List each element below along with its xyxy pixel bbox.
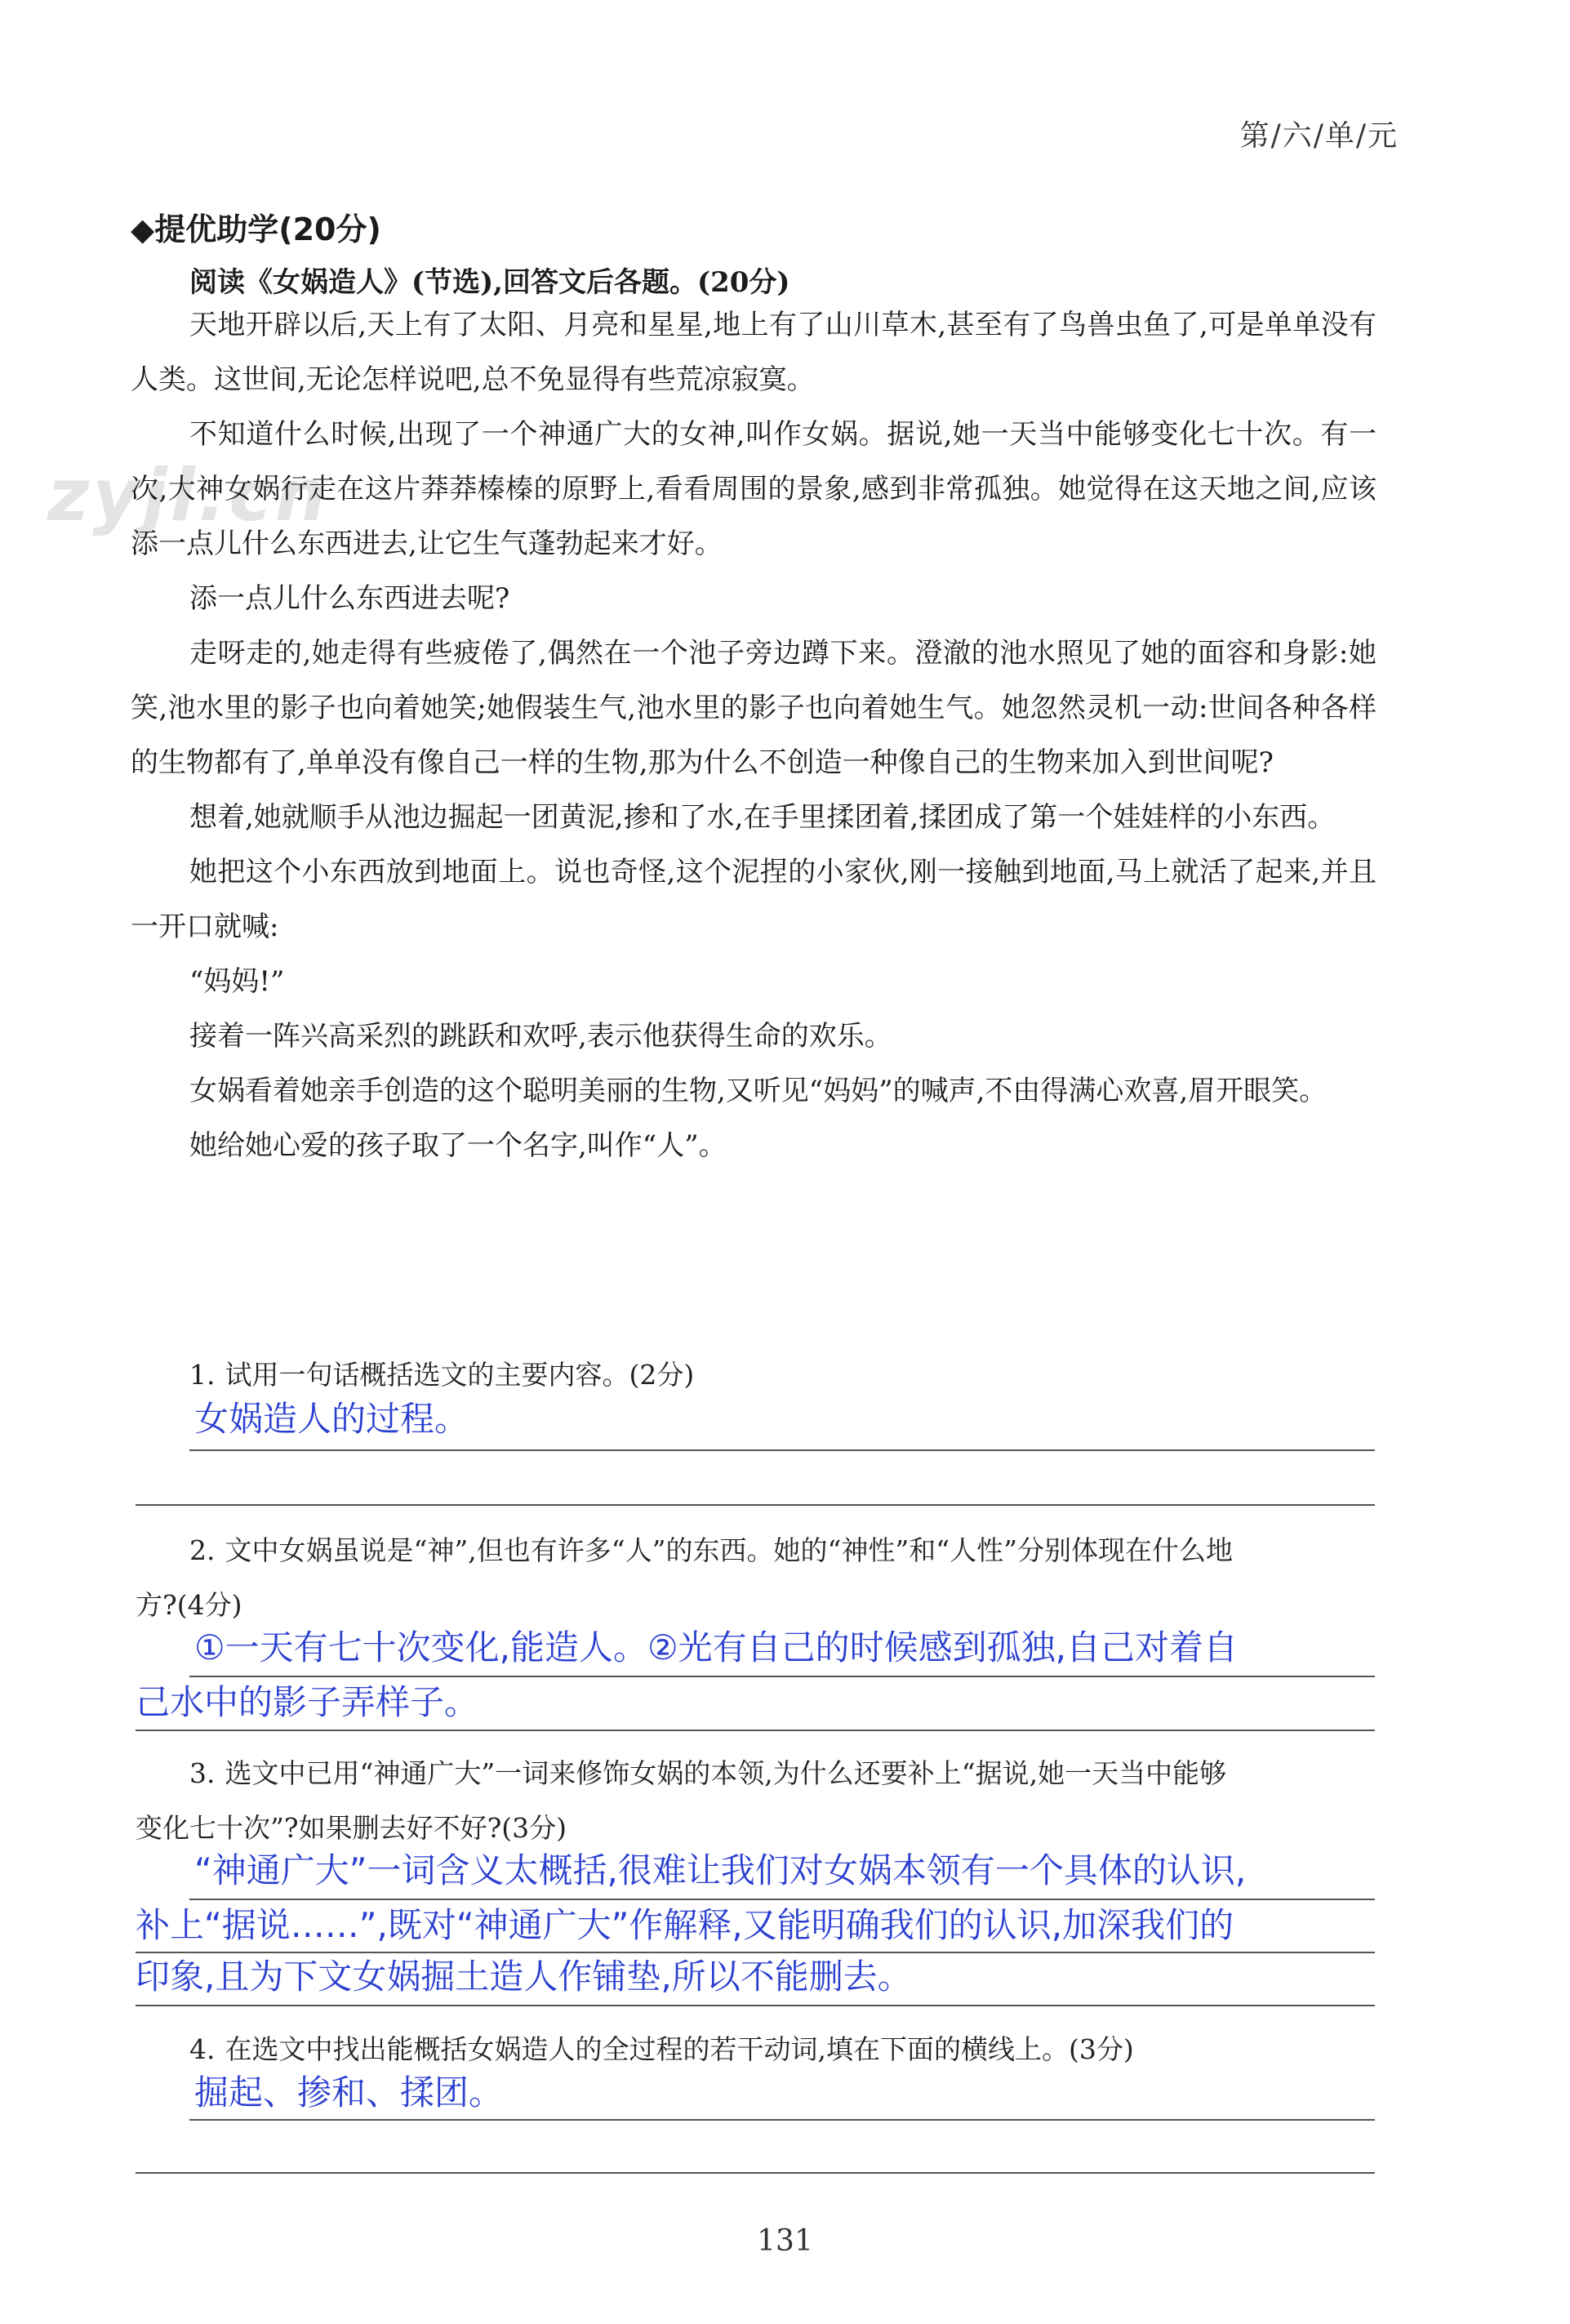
passage-paragraph: 接着一阵兴高采烈的跳跃和欢呼,表示他获得生命的欢乐。 [189, 1020, 892, 1053]
question-text: 试用一句话概括选文的主要内容。(2分) [225, 1359, 695, 1391]
answer-2-line-1: ①一天有七十次变化,能造人。②光有自己的时候感到孤独,自己对着自 [194, 1627, 1239, 1667]
answer-line [136, 2172, 1375, 2174]
section-title: ◆提优助学(20分) [131, 211, 381, 247]
watermark: zyjl.cn [47, 453, 330, 537]
question-text: 文中女娲虽说是“神”,但也有许多“人”的东西。她的“神性”和“人性”分别体现在什么地 [225, 1534, 1233, 1566]
passage-paragraph: 女娲看着她亲手创造的这个聪明美丽的生物,又听见“妈妈”的喊声,不由得满心欢喜,眉开眼笑。 [189, 1075, 1328, 1107]
reading-instruction: 阅读《女娲造人》(节选),回答文后各题。(20分) [189, 266, 790, 299]
answer-1: 女娲造人的过程。 [194, 1399, 469, 1439]
answer-line [136, 1730, 1375, 1731]
question-text: 在选文中找出能概括女娲造人的全过程的若干动词,填在下面的横线上。(3分) [225, 2033, 1134, 2065]
page-number: 131 [757, 2224, 813, 2258]
question-number: 1. [189, 1359, 216, 1391]
answer-line [136, 1504, 1375, 1506]
unit-header: 第/六/单/元 [1239, 119, 1399, 153]
answer-2-line-2: 己水中的影子弄样子。 [136, 1682, 479, 1722]
passage-paragraph: 添一点儿什么东西进去呢? [189, 582, 510, 615]
passage-paragraph: 天地开辟以后,天上有了太阳、月亮和星星,地上有了山川草木,甚至有了鸟兽虫鱼了,可是单单没有人类。这世间,无论怎样说吧,总不免显得有些荒凉寂寞。 [131, 309, 1377, 396]
answer-line [189, 1449, 1375, 1451]
passage-paragraph: 走呀走的,她走得有些疲倦了,偶然在一个池子旁边蹲下来。澄澈的池水照见了她的面容和身影:她笑,池水里的影子也向着她笑;她假装生气,池水里的影子也向着她生气。她忽然灵机一动:世间各种各样的生物都有了,单单没有像自己一样的生物,那为什么不创造一种像自己的生物来加入到世间呢? [131, 637, 1377, 779]
question-2-continued: 方?(4分) [136, 1589, 242, 1621]
question-number: 4. [189, 2033, 216, 2065]
answer-4: 掘起、掺和、揉团。 [194, 2072, 504, 2113]
answer-3-line-2: 补上“据说……”,既对“神通广大”作解释,又能明确我们的认识,加深我们的 [136, 1905, 1234, 1945]
passage-paragraph: 她给她心爱的孩子取了一个名字,叫作“人”。 [189, 1129, 727, 1162]
passage-paragraph: “妈妈!” [189, 965, 285, 998]
question-3 [189, 1746, 1226, 1801]
answer-line [189, 2119, 1375, 2121]
answer-3-line-1: “神通广大”一词含义太概括,很难让我们对女娲本领有一个具体的认识, [194, 1850, 1247, 1890]
question-3-continued: 变化七十次”?如果删去好不好?(3分) [136, 1812, 567, 1844]
question-2 [189, 1523, 1233, 1578]
answer-3-line-3: 印象,且为下文女娲掘土造人作铺垫,所以不能删去。 [136, 1957, 912, 1997]
question-text: 选文中已用“神通广大”一词来修饰女娲的本领,为什么还要补上“据说,她一天当中能够 [225, 1757, 1227, 1789]
passage-paragraph: 不知道什么时候,出现了一个神通广大的女神,叫作女娲。据说,她一天当中能够变化七十次。有一次,大神女娲行走在这片莽莽榛榛的原野上,看看周围的景象,感到非常孤独。她觉得在这天地之间,应该添一点儿什么东西进去,让它生气蓬勃起来才好。 [131, 418, 1377, 560]
question-number: 2. [189, 1534, 216, 1566]
question-number: 3. [189, 1757, 216, 1789]
passage-paragraph: 想着,她就顺手从池边掘起一团黄泥,掺和了水,在手里揉团着,揉团成了第一个娃娃样的小东西。 [189, 801, 1336, 834]
reading-passage [131, 298, 1377, 1173]
passage-paragraph: 她把这个小东西放到地面上。说也奇怪,这个泥捏的小家伙,刚一接触到地面,马上就活了起来,并且一开口就喊: [131, 856, 1377, 943]
answer-line [136, 2005, 1375, 2006]
